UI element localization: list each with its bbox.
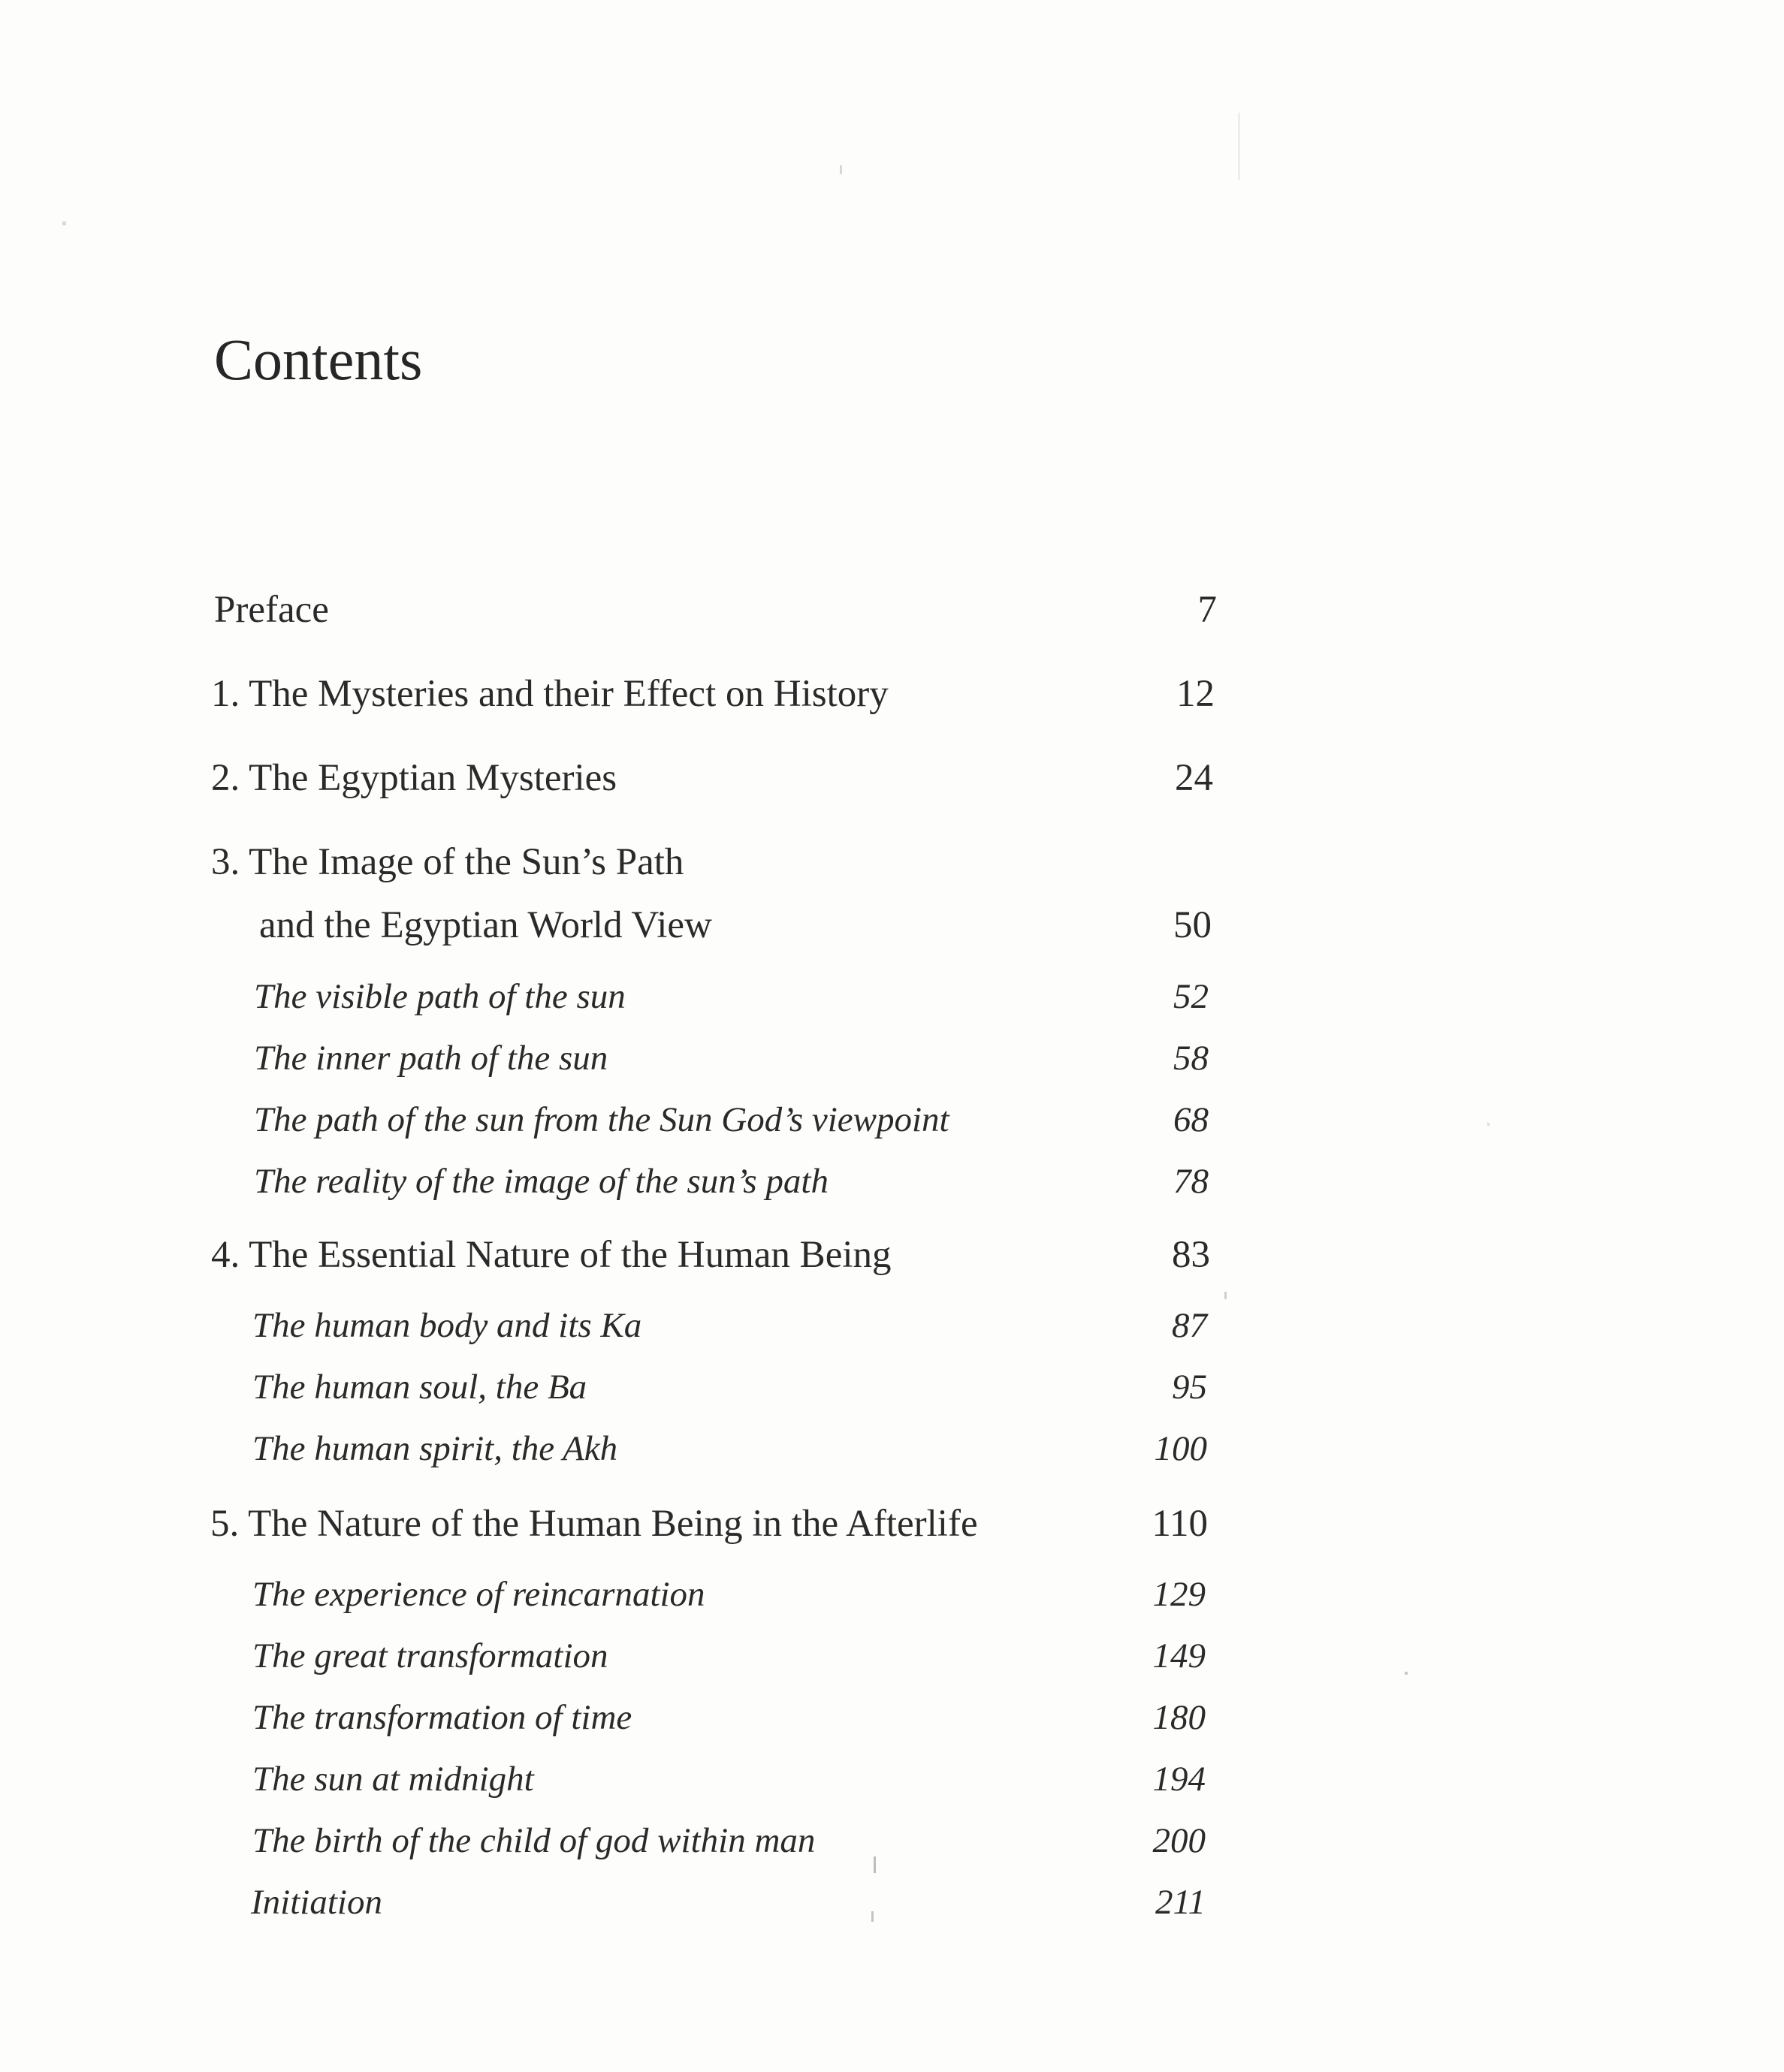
toc-entry-page: 83 xyxy=(1172,1234,1210,1276)
toc-section-title: The inner path of the sun xyxy=(254,1039,608,1078)
toc-section-page: 149 xyxy=(1152,1636,1206,1675)
scan-mark xyxy=(1487,1123,1490,1126)
toc-entry-title: 2. The Egyptian Mysteries xyxy=(211,757,617,799)
toc-entry-title: 3. The Image of the Sun’s Path xyxy=(211,841,684,883)
toc-section-page: 211 xyxy=(1155,1883,1206,1922)
toc-entry-title: 1. The Mysteries and their Effect on History xyxy=(211,673,889,715)
toc-entry-title-continued: and the Egyptian World View xyxy=(259,904,712,946)
scan-mark xyxy=(874,1856,876,1873)
toc-entry-title: 5. The Nature of the Human Being in the Afterlife xyxy=(210,1503,978,1545)
toc-section-title: The path of the sun from the Sun God’s viewpoint xyxy=(254,1100,949,1139)
scan-mark xyxy=(871,1911,874,1922)
toc-section-page: 52 xyxy=(1173,977,1209,1016)
toc-entry-page: 7 xyxy=(1197,589,1217,631)
scan-mark xyxy=(840,165,842,174)
toc-entry-title: Preface xyxy=(214,589,329,631)
toc-section-title: The reality of the image of the sun’s path xyxy=(254,1162,829,1201)
scan-mark xyxy=(1405,1672,1408,1675)
toc-section-page: 87 xyxy=(1172,1306,1207,1345)
toc-entry-page: 24 xyxy=(1175,757,1213,799)
page-title: Contents xyxy=(214,327,423,392)
toc-section-title: The human body and its Ka xyxy=(252,1306,642,1345)
scan-mark xyxy=(1224,1292,1227,1299)
toc-section-page: 129 xyxy=(1152,1575,1206,1614)
toc-section-title: The human spirit, the Akh xyxy=(252,1429,618,1468)
toc-section-title: Initiation xyxy=(251,1883,382,1922)
toc-entry-page: 110 xyxy=(1152,1503,1208,1545)
scan-mark xyxy=(1238,113,1240,180)
toc-section-title: The transformation of time xyxy=(252,1698,632,1737)
toc-section-page: 200 xyxy=(1152,1821,1206,1860)
toc-section-title: The birth of the child of god within man xyxy=(252,1821,816,1860)
toc-section-page: 100 xyxy=(1154,1429,1207,1468)
toc-entry-title: 4. The Essential Nature of the Human Being xyxy=(211,1234,892,1276)
toc-section-title: The visible path of the sun xyxy=(254,977,626,1016)
toc-section-title: The sun at midnight xyxy=(252,1760,534,1799)
toc-section-page: 95 xyxy=(1172,1368,1207,1407)
toc-section-page: 180 xyxy=(1152,1698,1206,1737)
toc-section-page: 78 xyxy=(1173,1162,1209,1201)
toc-section-page: 194 xyxy=(1152,1760,1206,1799)
toc-section-page: 58 xyxy=(1173,1039,1209,1078)
toc-entry-page: 50 xyxy=(1173,904,1212,946)
toc-section-page: 68 xyxy=(1173,1100,1209,1139)
toc-entry-page: 12 xyxy=(1176,673,1215,715)
toc-section-title: The experience of reincarnation xyxy=(252,1575,705,1614)
toc-section-title: The human soul, the Ba xyxy=(252,1368,587,1407)
scan-mark xyxy=(62,222,66,225)
toc-section-title: The great transformation xyxy=(252,1636,608,1675)
